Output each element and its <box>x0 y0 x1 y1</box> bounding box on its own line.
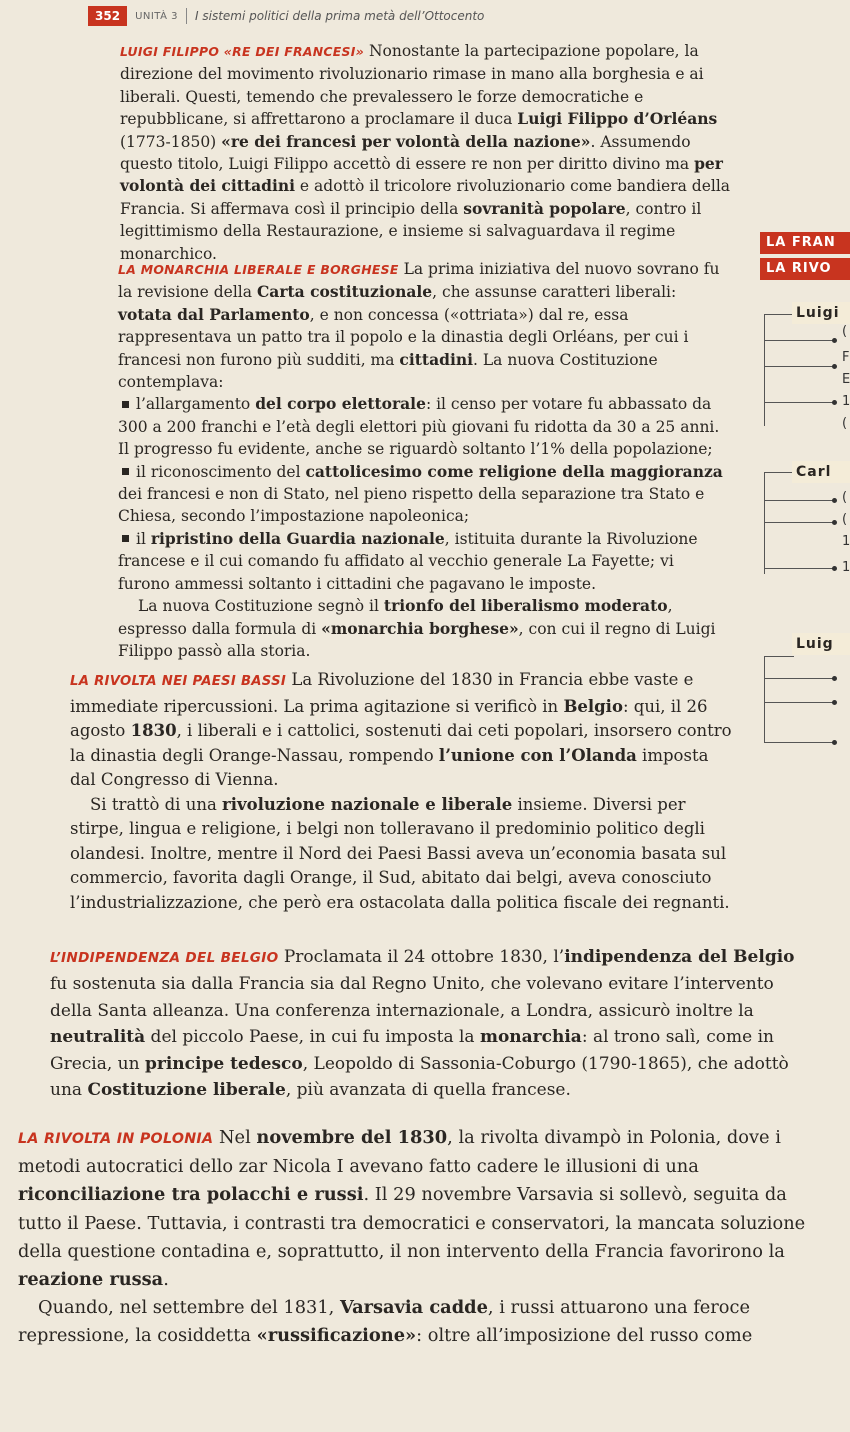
section-paesi-bassi <box>70 668 738 915</box>
timeline-connector <box>764 472 794 473</box>
section-polonia <box>18 1124 808 1351</box>
section-luigi-filippo <box>120 40 740 265</box>
timeline-heading: LA RIVO <box>760 258 850 280</box>
bullet-icon <box>122 401 129 408</box>
timeline-dot <box>832 676 837 681</box>
paragraph: LA RIVOLTA IN POLONIA Nel novembre del 1830, la rivolta divampò in Polonia, dove i metodi autocratici dello zar Nicola I avevano fatto cadere le illusioni di una riconciliazione tra polacchi e russi. Il 29 novembre Varsavia si sollevò, seguita da tutto il Paese. Tuttavia, i contrasti tra democratici e conservatori, la mancata soluzione della questione contadina e, soprattutto, il non intervento della Francia favorirono la reazione russa. <box>18 1127 806 1291</box>
timeline-text: ( <box>842 512 848 527</box>
timeline-dot <box>832 740 837 745</box>
running-header <box>88 6 484 26</box>
timeline-connector <box>764 656 794 657</box>
timeline-connector <box>764 678 834 679</box>
page-number: 352 <box>88 6 127 26</box>
section-heading: LUIGI FILIPPO «RE DEI FRANCESI» <box>120 44 365 59</box>
paragraph: Quando, nel settembre del 1831, Varsavia cadde, i russi attuarono una feroce repressione, la cosiddetta «russificazione»: oltre all’imposizione del russo come <box>18 1297 753 1347</box>
paragraph: Si trattò di una rivoluzione nazionale e liberale insieme. Diversi per stirpe, lingua e religione, i belgi non tolleravano il predominio politico degli olandesi. Inoltre, mentre il Nord dei Paesi Bassi aveva un’economia basata sul commercio, favorita dagli Orange, il Sud, abitato dai belgi, aveva conosciuto l’industrializzazione, che però era ostacolata dalla politica fiscale dei regnanti. <box>70 794 730 912</box>
timeline-connector <box>764 314 794 315</box>
timeline-dot <box>832 498 837 503</box>
paragraph: LA RIVOLTA NEI PAESI BASSI La Rivoluzione del 1830 in Francia ebbe vaste e immediate ripercussioni. La prima agitazione si verificò in Belgio: qui, il 26 agosto 1830, i liberali e i cattolici, sostenuti dai ceti popolari, insorsero contro la dinastia degli Orange-Nassau, rompendo l’unione con l’Olanda imposta dal Congresso di Vienna. <box>70 670 732 789</box>
list-item: l’allargamento del corpo elettorale: il censo per votare fu abbassato da 300 a 200 franchi e l’età degli elettori più giovani fu ridotta da 30 a 25 anni. Il progresso fu evidente, anche se riguardò soltanto l’1% della popolazione; <box>118 394 720 459</box>
section-heading: LA RIVOLTA IN POLONIA <box>18 1131 214 1147</box>
timeline-text: ( <box>842 490 848 505</box>
chapter-title: I sistemi politici della prima metà dell’Ottocento <box>195 9 485 23</box>
timeline-dot <box>832 338 837 343</box>
timeline-heading: LA FRAN <box>760 232 850 254</box>
timeline-name: Luig <box>792 633 850 655</box>
timeline-text: E <box>842 372 850 387</box>
timeline-dot <box>832 400 837 405</box>
timeline-text: 1 <box>842 560 850 575</box>
paragraph: L’INDIPENDENZA DEL BELGIO Proclamata il 24 ottobre 1830, l’indipendenza del Belgio fu sostenuta sia dalla Francia sia dal Regno Unito, che volevano evitare l’intervento della Santa alleanza. Una conferenza internazionale, a Londra, assicurò inoltre la neutralità del piccolo Paese, in cui fu imposta la monarchia: al trono salì, come in Grecia, un principe tedesco, Leopoldo di Sassonia-Coburgo (1790-1865), che adottò una Costituzione liberale, più avanzata di quella francese. <box>50 947 795 1101</box>
section-indipendenza-belgio <box>50 944 802 1103</box>
timeline-text: ( <box>842 416 848 431</box>
timeline-dot <box>832 520 837 525</box>
paragraph: LA MONARCHIA LIBERALE E BORGHESE La prima iniziativa del nuovo sovrano fu la revisione della Carta costituzionale, che assunse caratteri liberali: votata dal Parlamento, e non concessa («ottriata») dal re, essa rappresentava un patto tra il popolo e la dinastia degli Orléans, per cui i francesi non furono più sudditi, ma cittadini. La nuova Costituzione contemplava: <box>118 260 720 392</box>
timeline-dot <box>832 700 837 705</box>
timeline-line <box>764 314 765 426</box>
bullet-icon <box>122 468 129 475</box>
timeline-text: 1 <box>842 534 850 549</box>
paragraph: LUIGI FILIPPO «RE DEI FRANCESI» Nonostante la partecipazione popolare, la direzione del movimento rivoluzionario rimase in mano alla borghesia e ai liberali. Questi, temendo che prevalessero le forze democratiche e repubblicane, si affrettarono a proclamare il duca Luigi Filippo d’Orléans (1773-1850) «re dei francesi per volontà della nazione». Assumendo questo titolo, Luigi Filippo accettò di essere re non per diritto divino ma per volontà dei cittadini e adottò il tricolore rivoluzionario come bandiera della Francia. Si affermava così il principio della sovranità popolare, contro il legittimismo della Restaurazione, e insieme si salvaguardava il regime monarchico. <box>120 42 731 263</box>
timeline-connector <box>764 500 834 501</box>
timeline-connector <box>764 742 834 743</box>
timeline-connector <box>764 702 834 703</box>
timeline-connector <box>764 402 834 403</box>
timeline-connector <box>764 366 834 367</box>
timeline-line <box>764 656 765 742</box>
list-item: il ripristino della Guardia nazionale, istituita durante la Rivoluzione francese e il cui comando fu affidato al vecchio generale La Fayette; vi furono ammessi soltanto i cittadini che pagavano le imposte. <box>118 528 698 593</box>
sidebar-timeline <box>746 0 850 760</box>
timeline-dot <box>832 364 837 369</box>
timeline-name: Carl <box>792 461 850 483</box>
timeline-text: F <box>842 350 850 365</box>
timeline-connector <box>764 522 834 523</box>
timeline-text: 1 <box>842 394 850 409</box>
section-heading: LA RIVOLTA NEI PAESI BASSI <box>70 674 287 689</box>
paragraph: La nuova Costituzione segnò il trionfo del liberalismo moderato, espresso dalla formula di «monarchia borghese», con cui il regno di Luigi Filippo passò alla storia. <box>118 596 716 660</box>
timeline-connector <box>764 568 834 569</box>
timeline-name: Luigi <box>792 302 850 324</box>
bullet-icon <box>122 535 129 542</box>
timeline-line <box>764 472 765 574</box>
timeline-connector <box>764 340 834 341</box>
header-divider <box>186 8 187 24</box>
section-heading: LA MONARCHIA LIBERALE E BORGHESE <box>118 262 399 277</box>
timeline-dot <box>832 566 837 571</box>
section-monarchia-liberale <box>118 258 726 662</box>
list-item: il riconoscimento del cattolicesimo come religione della maggioranza dei francesi e non di Stato, nel pieno rispetto della separazione tra Stato e Chiesa, secondo l’impostazione napoleonica; <box>118 461 723 526</box>
unit-label: UNITÀ 3 <box>135 10 179 22</box>
timeline-text: ( <box>842 324 848 339</box>
section-heading: L’INDIPENDENZA DEL BELGIO <box>50 950 279 966</box>
